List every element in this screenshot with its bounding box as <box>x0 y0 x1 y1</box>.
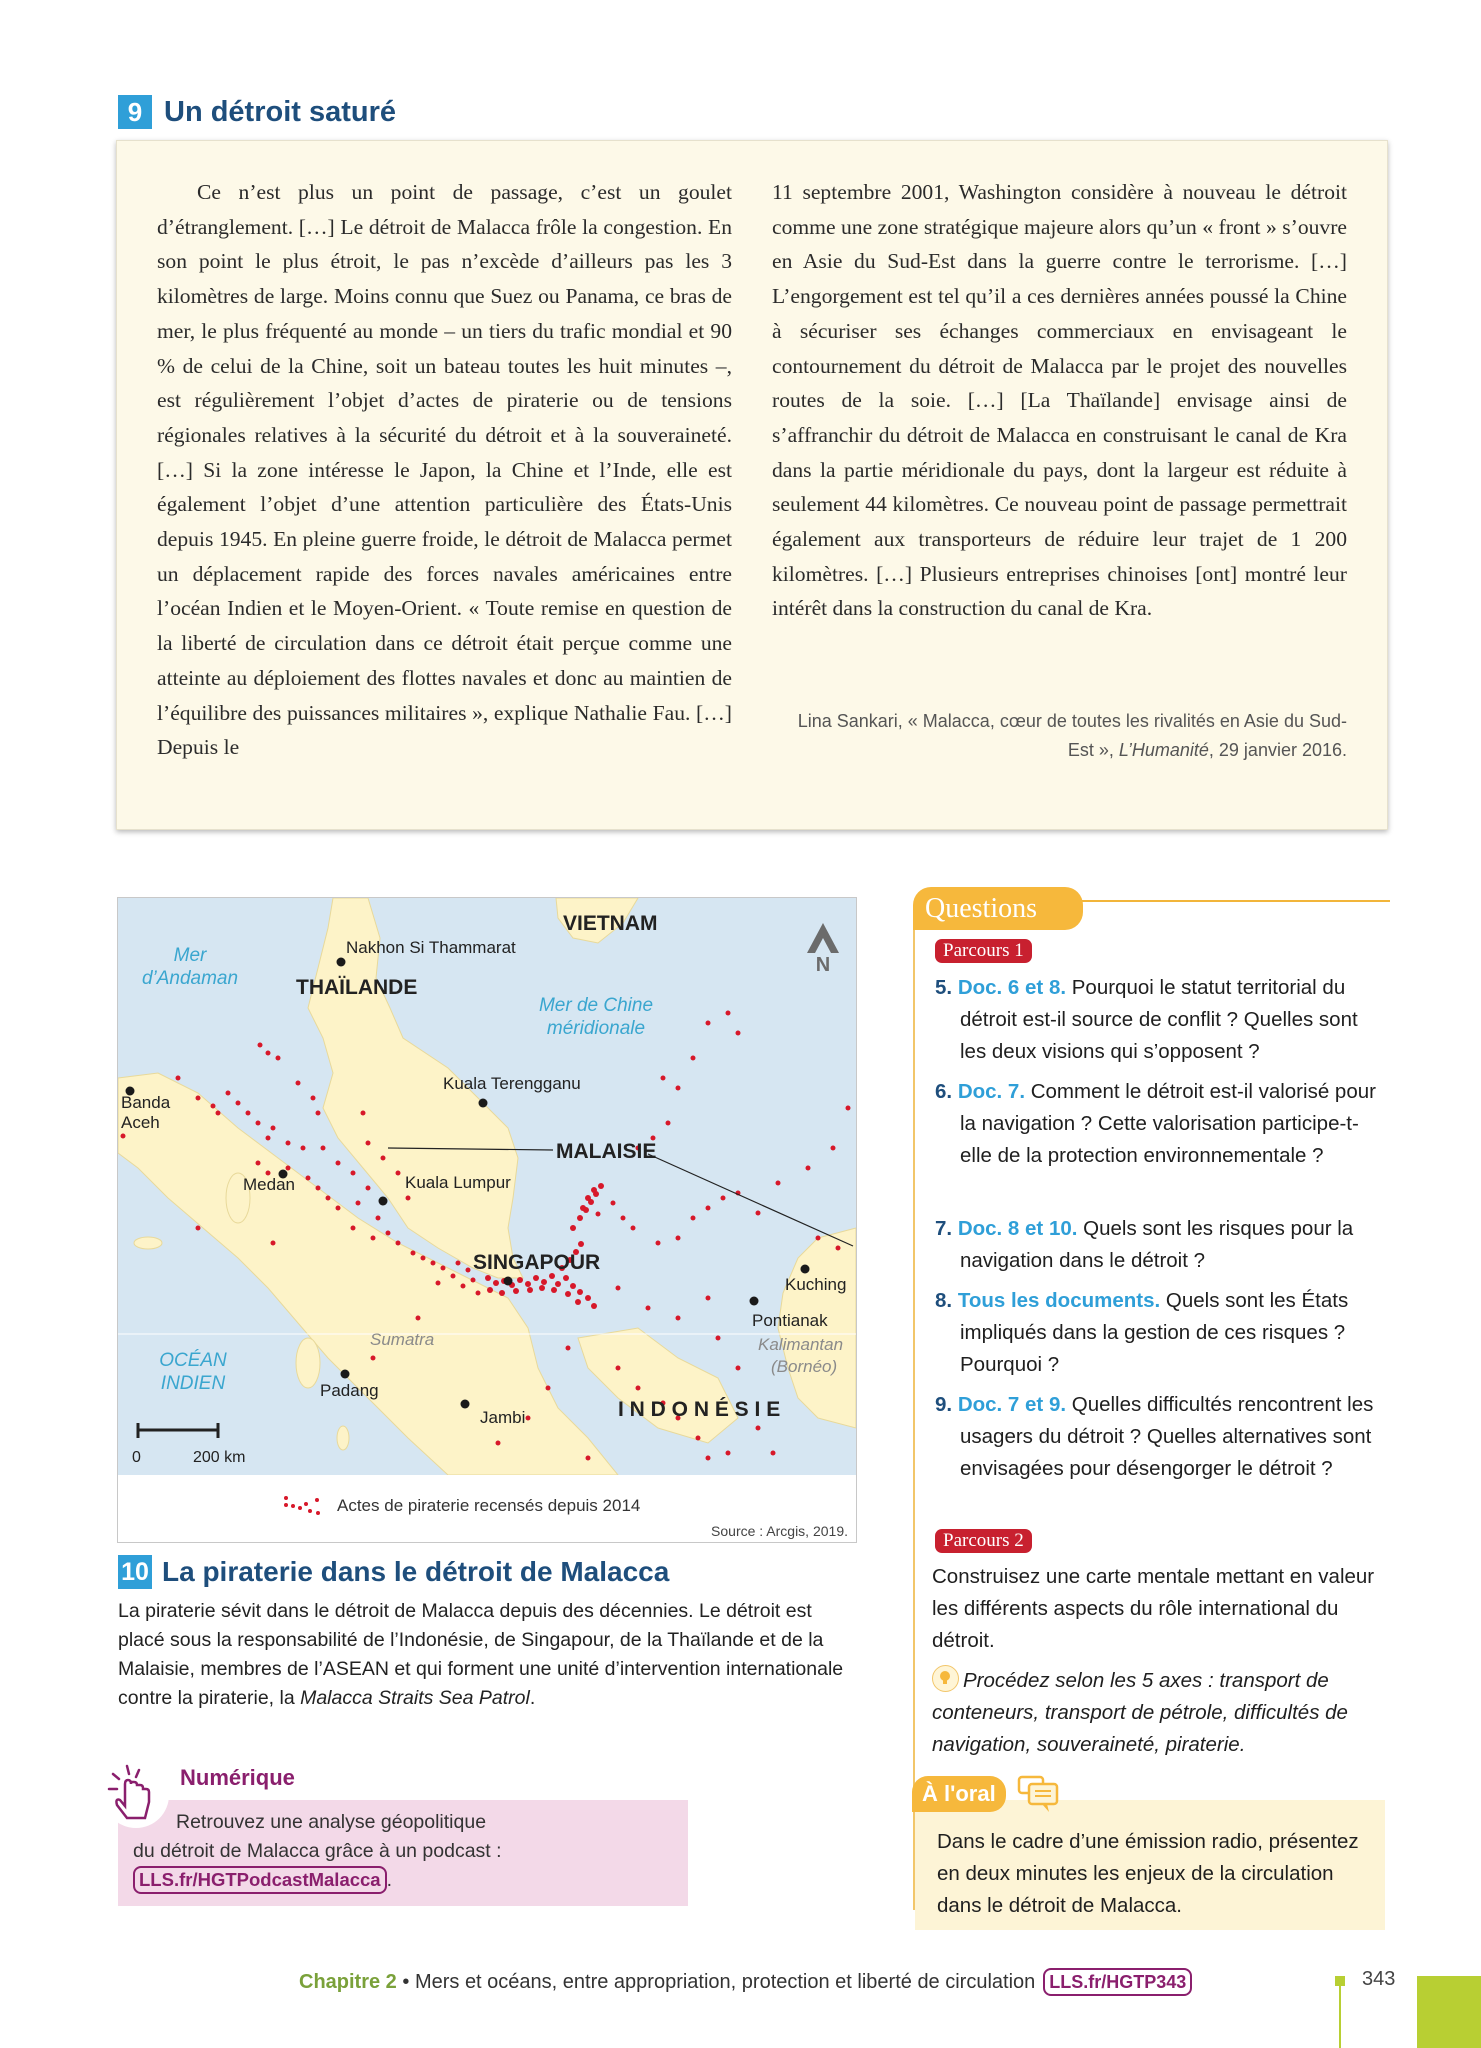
question-ref: Doc. 6 et 8. <box>957 976 1067 999</box>
svg-text:MALAISIE: MALAISIE <box>556 1140 657 1163</box>
svg-text:Mer de Chine: Mer de Chine <box>538 995 654 1016</box>
divider <box>1070 900 1390 902</box>
numerique-text <box>133 1808 678 1895</box>
caption-text: La piraterie sévit dans le détroit de Malacca depuis des décennies. Le détroit est placé sous la responsabilité de l’Indonésie, de Singapour, de la Thaïlande et de la Malaisie, membres de l’ASEAN et qui forment une unité d’intervention internationale contre la piraterie, la <box>118 1600 844 1709</box>
page-footer <box>299 1968 1192 1996</box>
svg-text:Aceh: Aceh <box>121 1113 160 1132</box>
numerique-line: du détroit de Malacca grâce à un podcast : <box>133 1840 502 1862</box>
svg-text:Kuching: Kuching <box>785 1275 847 1294</box>
parcours2-badge: Parcours 2 <box>935 1529 1032 1553</box>
svg-text:Kuala Terengganu: Kuala Terengganu <box>443 1074 581 1093</box>
svg-text:d’Andaman: d’Andaman <box>141 968 239 989</box>
svg-text:N: N <box>815 954 831 976</box>
svg-text:Padang: Padang <box>320 1381 379 1400</box>
legend-label: Actes de piraterie recensés depuis 2014 <box>337 1496 641 1515</box>
citation-source: L’Humanité <box>1118 740 1209 760</box>
svg-text:SINGAPOUR: SINGAPOUR <box>473 1251 601 1274</box>
citation-author: Lina Sankari, « Malacca, cœur de toutes les rivalités en Asie du Sud-Est », <box>797 711 1347 760</box>
question-text: Pourquoi le statut territorial du détroit est-il source de conflit ? Quelles sont les deux visions qui s’opposent ? <box>960 976 1358 1063</box>
question-ref: Tous les documents. <box>957 1289 1161 1312</box>
chapter-link[interactable]: LLS.fr/HGTP343 <box>1043 1968 1192 1996</box>
questions-header: Questions <box>913 887 1083 930</box>
quote-text-right: 11 septembre 2001, Washington considère à nouveau le détroit comme une zone stratégique majeure alors qu’un « front » s’ouvre en Asie du Sud-Est dans la guerre contre le terrorisme. […] L’engorgement est tel qu’il a ces dernières années poussé la Chine à sécuriser ses échanges commerciaux en envisageant le contournement du détroit de Malacca par le projet des nouvelles routes de la soie. […] [La Thaïlande] envisage ainsi de s’affranchir du détroit de Malacca en construisant le canal de Kra dans la partie méridionale du pays, dont la largeur est réduite à seulement 44 kilomètres. Ce nouveau point de passage permettrait également aux transporteurs de réduire leur trajet de 1 200 kilomètres. […] Plusieurs entreprises chinoises [ont] montré leur intérêt dans la construction du canal de Kra. <box>772 180 1347 621</box>
svg-text:I N D O N É S I E: I N D O N É S I E <box>618 1398 781 1421</box>
svg-text:Pontianak: Pontianak <box>752 1311 828 1330</box>
question-text: Comment le détroit est-il valorisé pour la navigation ? Cette valorisation participe-t-elle de la protection environnementale ? <box>960 1080 1376 1167</box>
svg-text:Nakhon Si Thammarat: Nakhon Si Thammarat <box>346 938 516 957</box>
svg-text:Medan: Medan <box>243 1175 295 1194</box>
parcours2-text: Construisez une carte mentale mettant en valeur les différents aspects du rôle international du détroit. <box>932 1565 1375 1652</box>
punctuation: . <box>386 1869 393 1891</box>
tip-text: Procédez selon les 5 axes : transport de conteneurs, transport de pétrole, difficultés de navigation, souveraineté, piraterie. <box>932 1669 1348 1756</box>
question-text: Quels sont les risques pour la navigation dans le détroit ? <box>960 1217 1354 1272</box>
question-text: Quelles difficultés rencontrent les usagers du détroit ? Quelles alternatives sont envisagées pour désengorger le détroit ? <box>960 1393 1374 1480</box>
parcours1-badge: Parcours 1 <box>935 939 1032 963</box>
caption-end: . <box>529 1687 536 1709</box>
svg-text:(Bornéo): (Bornéo) <box>771 1357 838 1376</box>
question-item <box>935 1076 1380 1172</box>
chapter-label: Chapitre 2 <box>299 1970 397 1993</box>
oral-label: À l'oral <box>912 1776 1006 1812</box>
question-item <box>935 1213 1380 1277</box>
citation-date: , 29 janvier 2016. <box>1208 740 1347 760</box>
caption-italic: Malacca Straits Sea Patrol <box>300 1687 530 1709</box>
divider <box>913 910 915 1910</box>
question-number: 5. <box>935 976 953 999</box>
svg-text:OCÉAN: OCÉAN <box>159 1350 227 1371</box>
doc-title: La piraterie dans le détroit de Malacca <box>162 1556 670 1587</box>
speech-bubbles-icon <box>1017 1774 1061 1819</box>
questions-panel <box>910 880 1390 1930</box>
tip <box>932 1665 1382 1761</box>
quote-box <box>116 140 1388 830</box>
separator: • <box>396 1970 415 1993</box>
oral-box <box>915 1781 1385 1930</box>
question-number: 8. <box>935 1289 953 1312</box>
question-number: 6. <box>935 1080 953 1103</box>
question-text: Quels sont les États impliqués dans la gestion de ces risques ? Pourquoi ? <box>960 1289 1349 1376</box>
piracy-dots-icon <box>283 1495 325 1517</box>
question-ref: Doc. 7. <box>957 1080 1026 1103</box>
question-ref: Doc. 7 et 9. <box>957 1393 1067 1416</box>
svg-text:Sumatra: Sumatra <box>370 1330 435 1349</box>
doc10-heading <box>118 1555 669 1589</box>
map-canvas <box>118 898 856 1475</box>
svg-text:200 km: 200 km <box>193 1449 246 1466</box>
svg-text:THAÏLANDE: THAÏLANDE <box>296 976 418 999</box>
svg-text:0: 0 <box>132 1449 141 1466</box>
svg-text:Kalimantan: Kalimantan <box>758 1335 844 1354</box>
doc9-heading <box>118 95 396 129</box>
doc-number-badge: 10 <box>118 1555 152 1589</box>
lightbulb-icon <box>932 1665 959 1692</box>
numerique-line: Retrouvez une analyse géopolitique <box>176 1811 487 1833</box>
question-number: 9. <box>935 1393 953 1416</box>
numerique-title: Numérique <box>180 1765 295 1790</box>
chapter-title: Mers et océans, entre appropriation, protection et liberté de circulation <box>414 1970 1036 1993</box>
doc10-caption <box>118 1597 858 1713</box>
svg-text:INDIEN: INDIEN <box>160 1373 226 1394</box>
citation <box>772 707 1347 765</box>
question-number: 7. <box>935 1217 953 1240</box>
quote-text-left: Ce n’est plus un point de passage, c’est un goulet d’étranglement. […] Le détroit de Malacca frôle la congestion. En son point le plus étroit, le pas n’excède d’ailleurs pas les 3 kilomètres de large. Moins connu que Suez ou Panama, ce bras de mer, le plus fréquenté au monde – un tiers du trafic mondial et 90 % de celui de la Chine, soit un bateau toutes les huit minutes –, est régulièrement l’objet d’actes de piraterie ou de tensions régionales relatives à la sécurité du détroit et à la souveraineté. […] Si la zone intéresse le Japon, la Chine et l’Inde, elle est également l’objet d’une attention particulière des États-Unis depuis 1945. En pleine guerre froide, le détroit de Malacca permet un déplacement rapide des forces navales américaines entre l’océan Indien et le Moyen-Orient. « Toute remise en question de la liberté de circulation dans ce détroit était perçue comme une atteinte au déploiement des flottes navales et donc au maintien de l’équilibre des puissances militaires », explique Nathalie Fau. […] Depuis le <box>157 180 732 760</box>
svg-text:Kuala Lumpur: Kuala Lumpur <box>405 1173 511 1192</box>
question-item <box>935 972 1380 1068</box>
map-source: Source : Arcgis, 2019. <box>711 1523 848 1539</box>
svg-text:Mer: Mer <box>173 945 207 966</box>
page-number: 343 <box>1362 1968 1396 1990</box>
svg-text:VIETNAM: VIETNAM <box>563 912 658 935</box>
question-ref: Doc. 8 et 10. <box>957 1217 1078 1240</box>
question-item <box>935 1285 1380 1381</box>
doc-number-badge: 9 <box>118 95 152 129</box>
chapter-tab <box>1417 1976 1481 2048</box>
map-legend <box>283 1495 640 1517</box>
svg-text:méridionale: méridionale <box>546 1018 646 1039</box>
page-marker-line <box>1339 1984 1341 2048</box>
question-item <box>935 1389 1380 1485</box>
svg-text:Banda: Banda <box>121 1093 171 1112</box>
oral-text: Dans le cadre d’une émission radio, présentez en deux minutes les enjeux de la circulation dans le détroit de Malacca. <box>937 1830 1359 1917</box>
doc-title: Un détroit saturé <box>164 95 397 128</box>
svg-text:Jambi: Jambi <box>480 1408 526 1427</box>
podcast-link[interactable]: LLS.fr/HGTPodcastMalacca <box>133 1866 387 1894</box>
piracy-map <box>117 897 857 1543</box>
